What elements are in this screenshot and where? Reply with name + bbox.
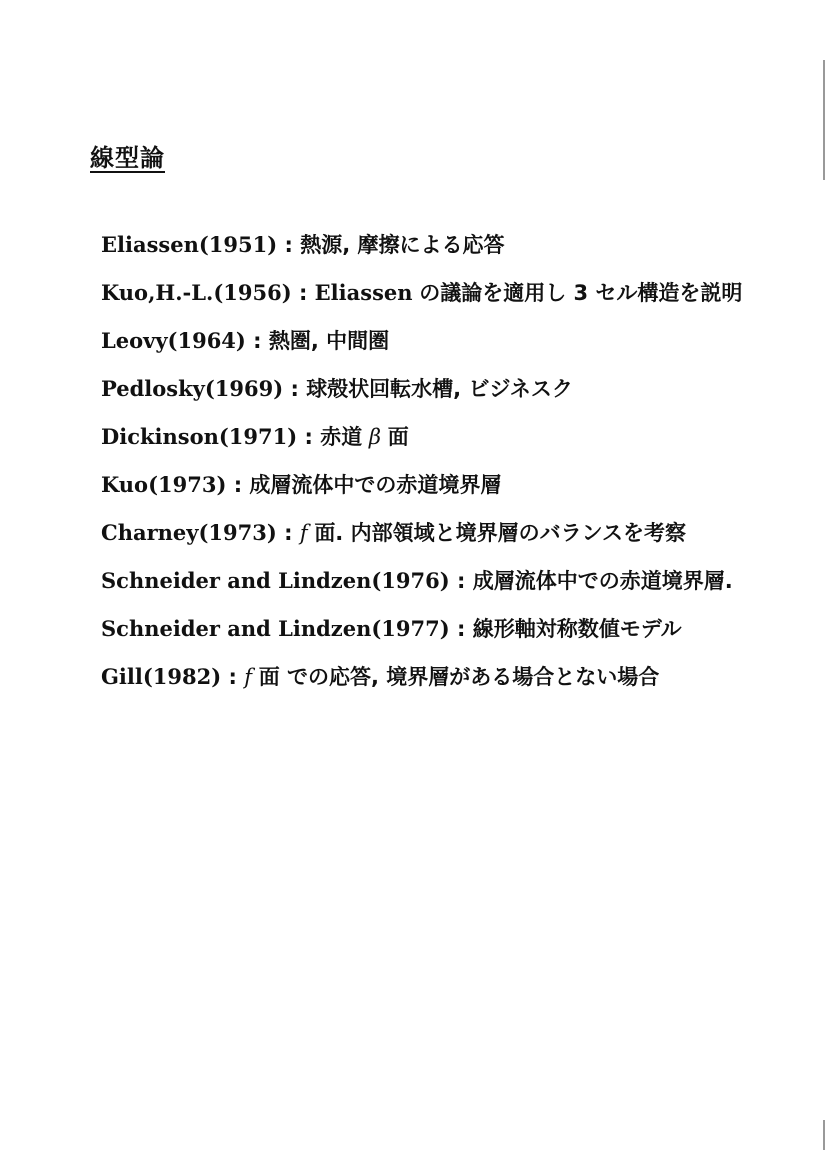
list-item — [101, 274, 751, 312]
reference-description: 球殻状回転水槽, ビジネスク — [306, 377, 573, 401]
reference-description: 面. 内部領域と境界層のバランスを考察 — [314, 521, 686, 545]
list-item — [101, 226, 751, 264]
separator: : — [297, 425, 321, 449]
list-item — [101, 466, 751, 504]
reference-author: Gill(1982) — [101, 664, 222, 689]
reference-author: Schneider and Lindzen(1976) — [101, 568, 450, 593]
reference-author: Charney(1973) — [101, 520, 277, 545]
list-item — [101, 658, 751, 696]
reference-description-tail: 面 — [387, 425, 409, 449]
reference-author: Kuo,H.-L.(1956) — [101, 280, 292, 305]
separator: : — [283, 377, 307, 401]
page-title: 線型論 — [90, 144, 165, 172]
separator: : — [449, 617, 473, 641]
list-item — [101, 610, 751, 648]
scan-edge-mark — [823, 1120, 825, 1150]
list-item — [101, 562, 751, 600]
separator: : — [221, 665, 245, 689]
separator: : — [245, 329, 269, 353]
list-item — [101, 418, 751, 456]
reference-description: 赤道 — [320, 425, 363, 449]
reference-author: Eliassen(1951) — [101, 232, 278, 257]
list-item — [101, 370, 751, 408]
scan-edge-mark — [823, 60, 825, 180]
reference-description: 成層流体中での赤道境界層. — [472, 569, 733, 593]
reference-description: 線形軸対称数値モデル — [472, 617, 682, 641]
reference-author: Schneider and Lindzen(1977) — [101, 616, 450, 641]
reference-description: の議論を適用し 3 セル構造を説明 — [419, 281, 743, 305]
separator: : — [226, 473, 250, 497]
math-symbol: f — [299, 521, 308, 545]
list-item — [101, 322, 751, 360]
reference-description: 熱源, 摩擦による応答 — [300, 233, 505, 257]
math-symbol: β — [368, 425, 382, 449]
reference-description: 熱圏, 中間圏 — [268, 329, 390, 353]
separator: : — [291, 281, 315, 305]
reference-author: Pedlosky(1969) — [101, 376, 284, 401]
reference-author: Kuo(1973) — [101, 472, 227, 497]
reference-list — [101, 226, 751, 706]
reference-description: 面 での応答, 境界層がある場合とない場合 — [258, 665, 660, 689]
separator: : — [276, 521, 300, 545]
separator: : — [277, 233, 301, 257]
math-symbol: f — [244, 665, 252, 689]
reference-author: Dickinson(1971) — [101, 424, 298, 449]
list-item — [101, 514, 751, 552]
reference-cited-author: Eliassen — [314, 280, 413, 305]
separator: : — [449, 569, 473, 593]
reference-author: Leovy(1964) — [101, 328, 246, 353]
reference-description: 成層流体中での赤道境界層 — [249, 473, 502, 497]
